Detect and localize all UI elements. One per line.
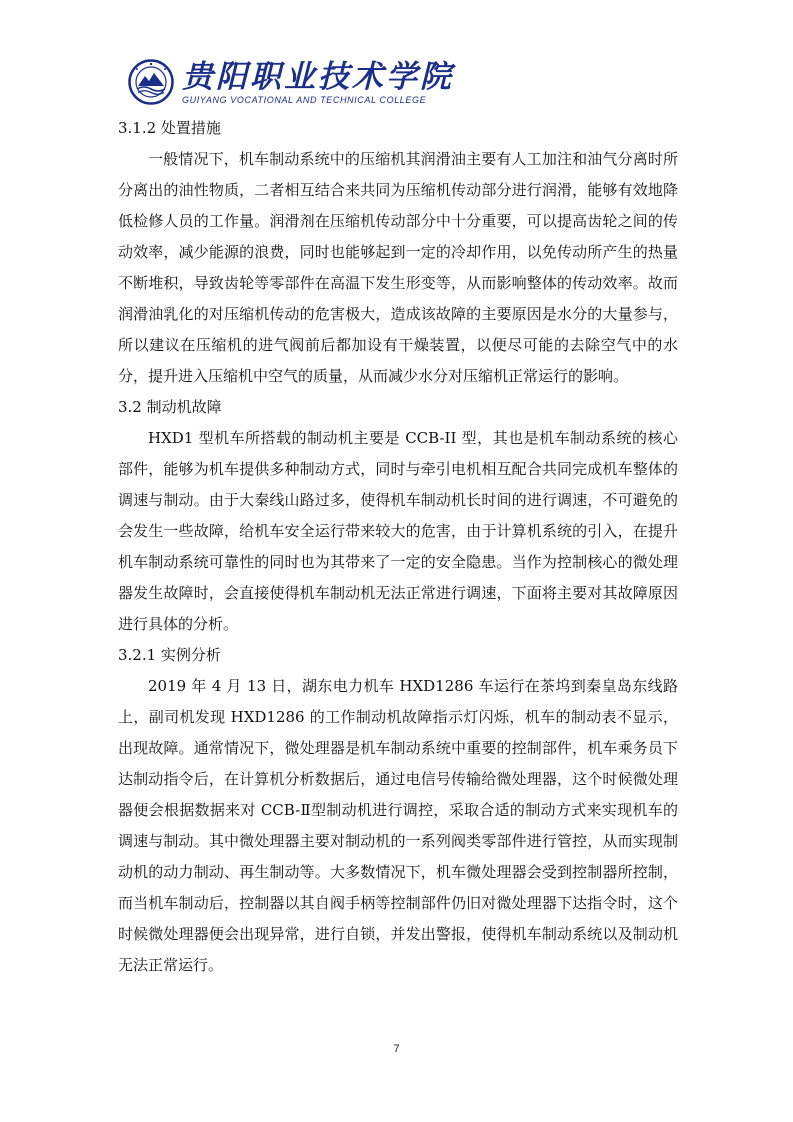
section-heading-3-2: 3.2 制动机故障 (118, 398, 222, 416)
section-paragraph-3-2: HXD1 型机车所搭载的制动机主要是 CCB-II 型，其也是机车制动系统的核心部件，能够为机车提供多种制动方式，同时与牵引电机相互配合共同完成机车整体的调速与制动。由于大秦线山路过多，使得机车制动机长时间的进行调速，不可避免的会发生一些故障，给机车安全运行带来较大的危害，由于计算机系统的引入，在提升机车制动系统可靠性的同时也为其带来了一定的安全隐患。当作为控制核心的微处理器发生故障时，会直接使得机车制动机无法正常进行调速，下面将主要对其故障原因进行具体的分析。 (118, 429, 678, 633)
college-name-cn: 贵阳职业技术学院 (182, 58, 454, 95)
college-name-en: GUIYANG VOCATIONAL AND TECHNICAL COLLEGE (182, 94, 427, 105)
section-paragraph-3-1-2: 一般情况下，机车制动系统中的压缩机其润滑油主要有人工加注和油气分离时所分离出的油性物质，二者相互结合来共同为压缩机传动部分进行润滑，能够有效地降低检修人员的工作量。润滑剂在压缩机传动部分中十分重要，可以提高齿轮之间的传动效率，减少能源的浪费，同时也能够起到一定的冷却作用，以免传动所产生的热量不断堆积，导致齿轮等零部件在高温下发生形变等，从而影响整体的传动效率。故而润滑油乳化的对压缩机传动的危害极大，造成该故障的主要原因是水分的大量参与，所以建议在压缩机的进气阀前后都加设有干燥装置，以便尽可能的去除空气中的水分，提升进入压缩机中空气的质量，从而减少水分对压缩机正常运行的影响。 (118, 150, 678, 385)
college-name (182, 60, 454, 105)
section-heading-3-1-2: 3.1.2 处置措施 (118, 119, 221, 137)
college-seal-icon (128, 59, 174, 105)
document-body (118, 113, 678, 981)
page-number: 7 (393, 1043, 400, 1055)
college-header (128, 58, 454, 106)
section-paragraph-3-2-1: 2019 年 4 月 13 日，湖东电力机车 HXD1286 车运行在茶坞到秦皇岛东线路上，副司机发现 HXD1286 的工作制动机故障指示灯闪烁，机车的制动表不显示，出现故障。通常情况下，微处理器是机车制动系统中重要的控制部件，机车乘务员下达制动指令后，在计算机分析数据后，通过电信号传输给微处理器，这个时候微处理器便会根据数据来对 CCB-Ⅱ型制动机进行调控，采取合适的制动方式来实现机车的调速与制动。其中微处理器主要对制动机的一系列阀类零部件进行管控，从而实现制动机的动力制动、再生制动等。大多数情况下，机车微处理器会受到控制器所控制，而当机车制动后，控制器以其自阀手柄等控制部件仍旧对微处理器下达指令时，这个时候微处理器便会出现异常，进行自锁，并发出警报，使得机车制动系统以及制动机无法正常运行。 (118, 677, 678, 974)
section-heading-3-2-1: 3.2.1 实例分析 (118, 646, 221, 664)
